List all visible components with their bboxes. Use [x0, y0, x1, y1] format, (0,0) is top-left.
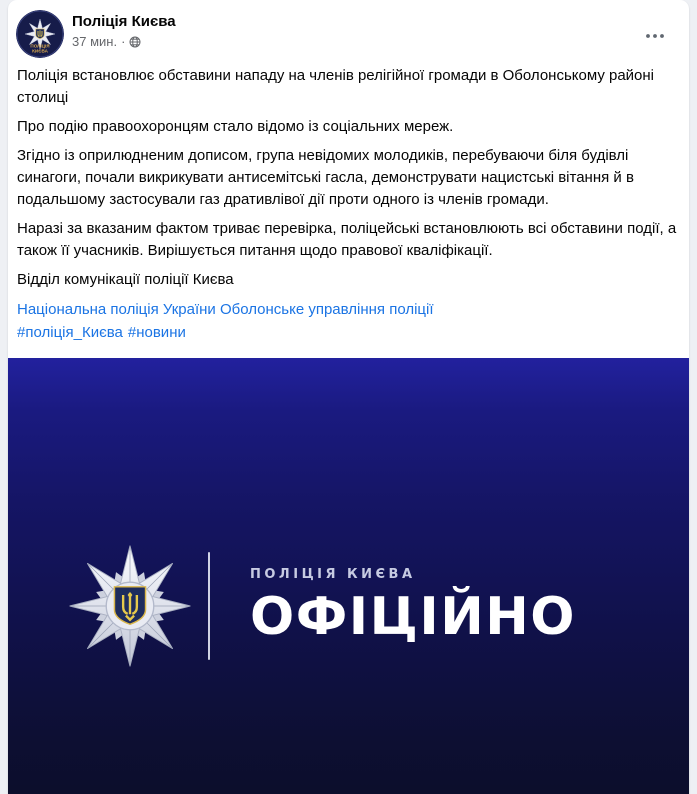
police-star-badge-icon	[66, 542, 194, 670]
banner-title: ОФІЦІЙНО	[250, 586, 576, 647]
svg-text:ПОЛІЦІЯ: ПОЛІЦІЯ	[30, 43, 50, 49]
header-text	[72, 10, 176, 50]
post-links	[17, 298, 677, 344]
vertical-divider	[208, 552, 210, 660]
globe-icon	[129, 36, 141, 48]
avatar[interactable]	[16, 10, 64, 58]
post-paragraph: Згідно із оприлюдненим дописом, група невідомих молодиків, перебуваючи біля будівлі синагоги, почали викрикувати антисемітські гасла, демонструвати нацистські вітання й в подальшому застосували газ дративлівої дії проти одного із членів громади.	[17, 147, 634, 208]
hashtags-line	[17, 324, 191, 341]
post-paragraph: Наразі за вказаним фактом триває перевірка, поліцейські встановлюють всі обставини події, а також її учасників. Вирішується питання щодо правової кваліфікації.	[17, 220, 677, 259]
hashtag-link[interactable]: #новини	[127, 324, 186, 341]
post-paragraph: Відділ комунікації поліції Києва	[17, 271, 234, 288]
post-header	[8, 0, 689, 58]
post-menu-button[interactable]	[641, 24, 669, 48]
timestamp[interactable]: 37 мин.	[72, 34, 118, 49]
banner-label: ПОЛІЦІЯ КИЄВА	[250, 566, 416, 582]
post-paragraph: Про подію правоохоронцям стало відомо із соціальних мереж.	[17, 118, 454, 135]
ellipsis-icon	[645, 26, 665, 46]
page-name-link[interactable]: Поліція Києва	[72, 13, 176, 30]
post-paragraph: Поліція встановлює обставини нападу на членів релігійної громади в Оболонському районі столиці	[17, 67, 655, 106]
page-mention-link[interactable]: Національна поліція України Оболонське управління поліції	[17, 301, 434, 318]
svg-text:КИЄВА: КИЄВА	[32, 48, 48, 54]
hashtag-link[interactable]: #поліція_Києва	[17, 324, 123, 341]
police-avatar-badge-icon	[16, 10, 64, 58]
post-meta	[72, 34, 176, 50]
meta-separator: ·	[121, 34, 126, 49]
post-image[interactable]	[8, 358, 689, 794]
banner-text	[250, 567, 576, 646]
post-body	[8, 58, 689, 344]
banner-content	[66, 538, 576, 674]
facebook-post-card	[8, 0, 689, 794]
